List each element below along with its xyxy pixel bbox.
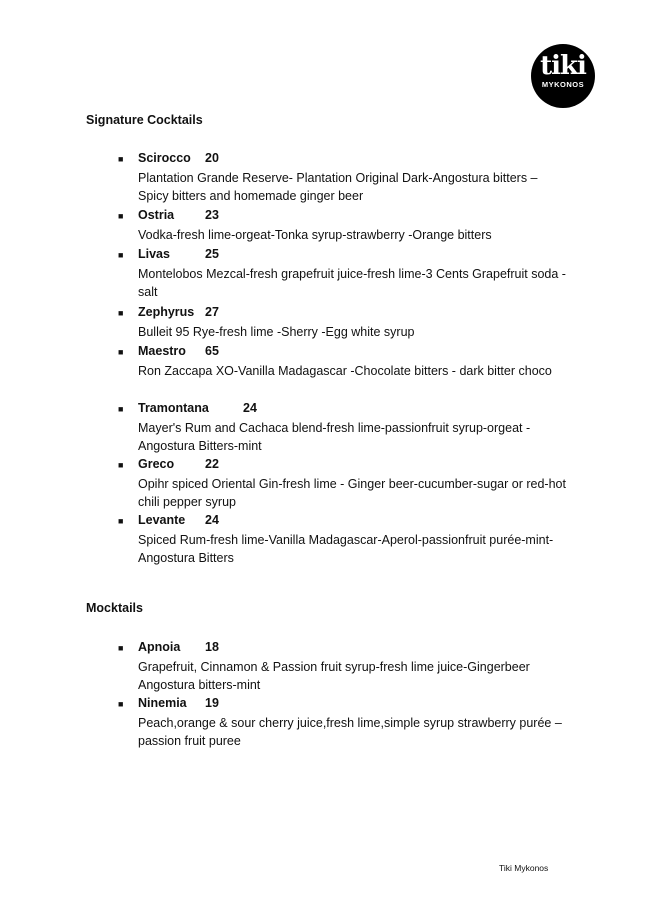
bullet-icon: ■ — [118, 699, 124, 709]
bullet-icon: ■ — [118, 643, 124, 653]
item-name: Zephyrus — [138, 305, 195, 319]
item-price: 20 — [205, 151, 219, 165]
item-description: Vodka-fresh lime-orgeat-Tonka syrup-strawberry -Orange bitters — [138, 227, 492, 242]
item-name: Scirocco — [138, 151, 191, 165]
item-price: 19 — [205, 696, 219, 710]
item-description: Bulleit 95 Rye-fresh lime -Sherry -Egg white syrup — [138, 324, 415, 339]
bullet-icon: ■ — [118, 211, 124, 221]
item-price: 18 — [205, 640, 219, 654]
item-description: Opihr spiced Oriental Gin-fresh lime - Ginger beer-cucumber-sugar or red-hot chili pepper syrup — [138, 476, 566, 509]
item-price: 65 — [205, 344, 219, 358]
item-name: Levante — [138, 513, 186, 527]
item-description: Spiced Rum-fresh lime-Vanilla Madagascar-Aperol-passionfruit purée-mint-Angostura Bitters — [138, 532, 554, 565]
item-name: Ostria — [138, 208, 175, 222]
item-name: Maestro — [138, 344, 186, 358]
item-description: Peach,orange & sour cherry juice,fresh lime,simple syrup strawberry purée –passion fruit puree — [138, 715, 562, 748]
mocktails-heading: Mocktails — [86, 601, 143, 615]
item-price: 25 — [205, 247, 219, 261]
bullet-icon: ■ — [118, 347, 124, 357]
item-description: Ron Zaccapa XO-Vanilla Madagascar -Chocolate bitters - dark bitter choco — [138, 363, 552, 378]
item-price: 27 — [205, 305, 219, 319]
item-price: 23 — [205, 208, 219, 222]
item-description: Grapefruit, Cinnamon & Passion fruit syrup-fresh lime juice-Gingerbeer Angostura bitters-mint — [138, 659, 530, 692]
item-name: Apnoia — [138, 640, 181, 654]
bullet-icon: ■ — [118, 250, 124, 260]
item-price: 24 — [243, 401, 257, 415]
bullet-icon: ■ — [118, 460, 124, 470]
item-name: Tramontana — [138, 401, 209, 415]
logo-subtitle: MYKONOS — [541, 80, 585, 89]
signature-heading: Signature Cocktails — [86, 113, 203, 127]
bullet-icon: ■ — [118, 516, 124, 526]
item-price: 24 — [205, 513, 219, 527]
logo-word: tiki — [540, 51, 586, 81]
bullet-icon: ■ — [118, 404, 124, 414]
item-description: Mayer's Rum and Cachaca blend-fresh lime-passionfruit syrup-orgeat - Angostura Bitters-mint — [138, 420, 531, 453]
item-description: Plantation Grande Reserve- Plantation Original Dark-Angostura bitters –Spicy bitters and homemade ginger beer — [138, 170, 538, 203]
item-price: 22 — [205, 457, 219, 471]
bullet-icon: ■ — [118, 154, 124, 164]
item-description: Montelobos Mezcal-fresh grapefruit juice-fresh lime-3 Cents Grapefruit soda -salt — [138, 266, 566, 299]
page-footer: Tiki Mykonos — [499, 863, 549, 873]
item-name: Ninemia — [138, 696, 187, 710]
bullet-icon: ■ — [118, 308, 124, 318]
item-name: Livas — [138, 247, 170, 261]
tiki-logo — [531, 44, 595, 108]
item-name: Greco — [138, 457, 175, 471]
